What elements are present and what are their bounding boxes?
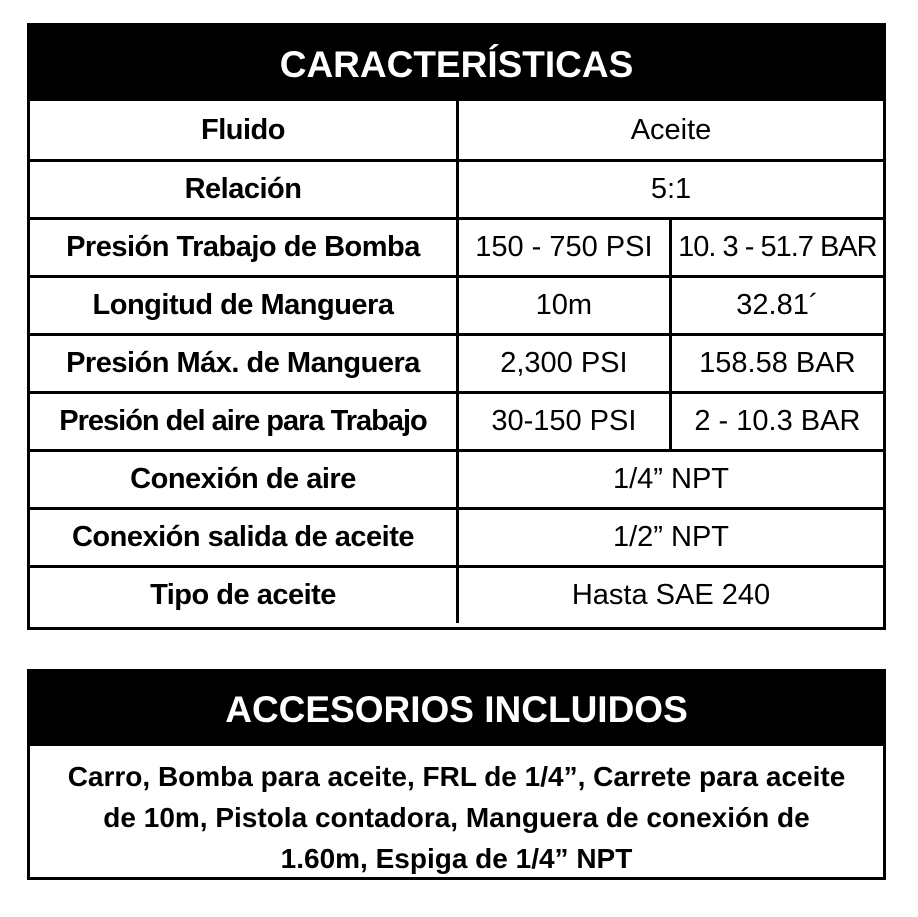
row-label: Tipo de aceite	[30, 567, 458, 624]
table-row	[30, 335, 883, 393]
table-row	[30, 101, 883, 161]
row-value-feet: 32.81´	[670, 277, 883, 335]
row-label: Presión del aire para Trabajo	[30, 393, 458, 451]
table-row	[30, 451, 883, 509]
row-label: Presión Máx. de Manguera	[30, 335, 458, 393]
row-label: Presión Trabajo de Bomba	[30, 219, 458, 277]
row-value: 1/4” NPT	[458, 451, 884, 509]
row-value: Aceite	[630, 113, 712, 146]
row-value-bar: 10. 3 - 51.7 BAR	[670, 219, 883, 277]
row-label: Conexión de aire	[30, 451, 458, 509]
specifications-table	[30, 101, 883, 623]
accessories-title: ACCESORIOS INCLUIDOS	[30, 672, 883, 746]
table-row	[30, 567, 883, 624]
table-row	[30, 393, 883, 451]
accessories-description	[30, 746, 883, 879]
table-row	[30, 219, 883, 277]
row-label: Conexión salida de aceite	[30, 509, 458, 567]
row-label: Fluido	[30, 101, 458, 161]
accessories-line: de 10m, Pistola contadora, Manguera de conexión de	[103, 802, 810, 833]
specifications-panel	[27, 23, 886, 630]
row-label: Longitud de Manguera	[30, 277, 458, 335]
row-value-psi: 150 - 750 PSI	[458, 219, 671, 277]
row-value-psi: 2,300 PSI	[458, 335, 671, 393]
row-value-bar: 158.58 BAR	[670, 335, 883, 393]
accessories-line: 1.60m, Espiga de 1/4” NPT	[280, 843, 633, 874]
row-value-meters: 10m	[458, 277, 671, 335]
specifications-title: CARACTERÍSTICAS	[30, 26, 883, 101]
accessories-line: Carro, Bomba para aceite, FRL de 1/4”, Carrete para aceite	[67, 761, 846, 792]
row-value-psi: 30-150 PSI	[458, 393, 671, 451]
accessories-panel	[27, 669, 886, 880]
row-value: 5:1	[458, 161, 884, 219]
table-row	[30, 277, 883, 335]
row-value: Hasta SAE 240	[458, 567, 884, 624]
row-value-bar: 2 - 10.3 BAR	[670, 393, 883, 451]
row-value: 1/2” NPT	[458, 509, 884, 567]
table-row	[30, 509, 883, 567]
table-row	[30, 161, 883, 219]
row-label: Relación	[30, 161, 458, 219]
